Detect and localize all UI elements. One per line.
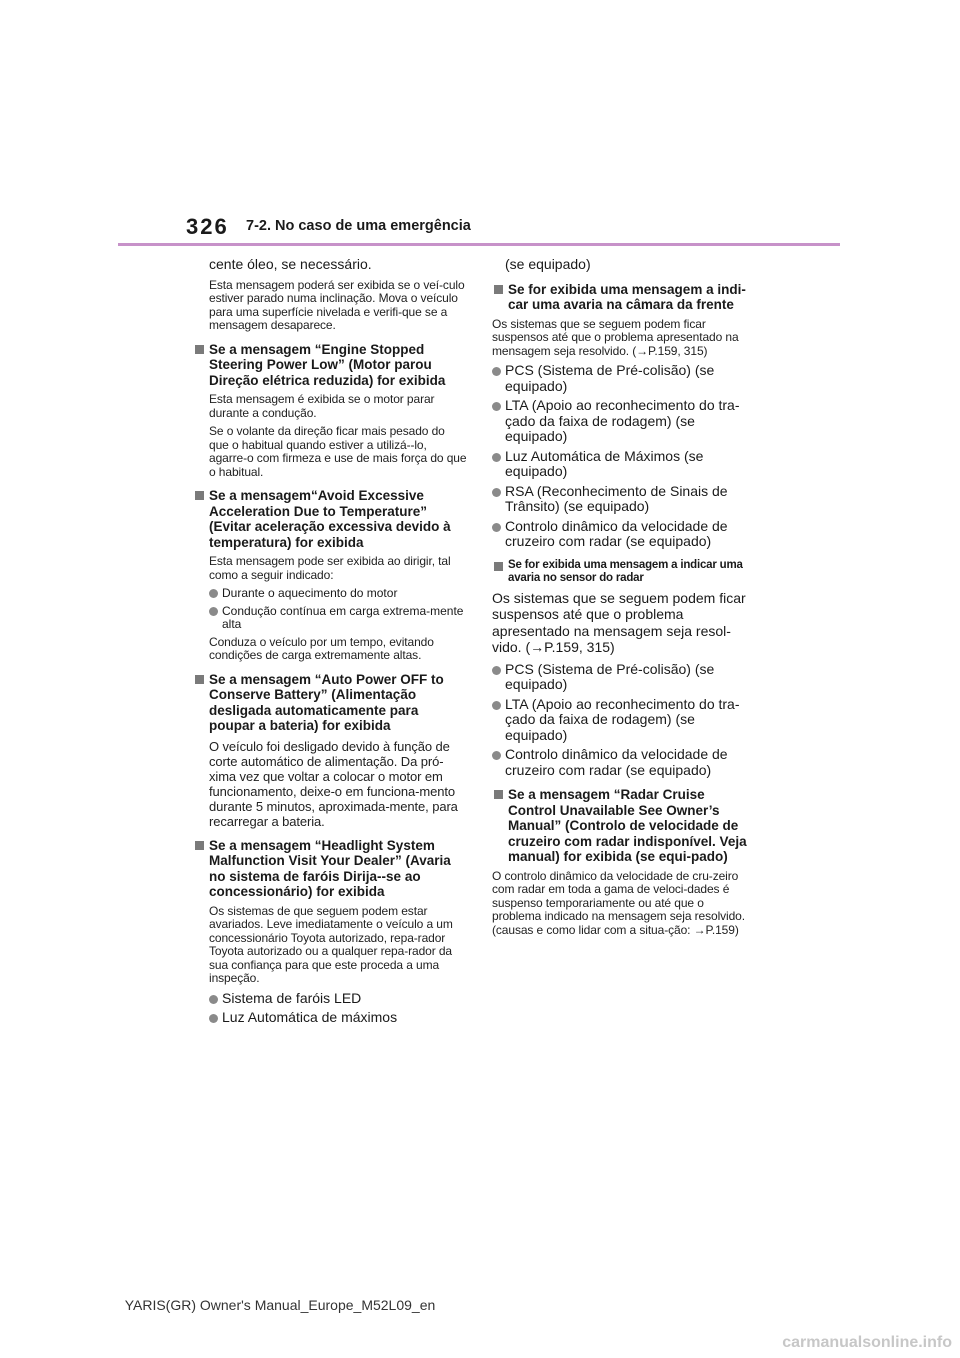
list-item: Luz Automática de Máximos (se equipado) (492, 449, 752, 480)
paragraph: (se equipado) (505, 256, 591, 272)
paragraph: Os sistemas que se seguem podem ficar suspensos até que o problema apresentado na mensagem seja resol-vido. (→P.159, 315) (492, 589, 746, 655)
section-heading: Se a mensagem “Radar Cruise Control Unavailable See Owner’s Manual” (Controlo de velocidade de cruzeiro com radar indisponível. Veja manual) for exibida (se equi-pado) (492, 787, 752, 865)
section-heading: Se a mensagem“Avoid Excessive Acceleration Due to Temperature” (Evitar aceleração excessiva devido à temperatura) for exibida (193, 488, 467, 550)
round-bullet-icon (492, 701, 501, 710)
section-heading: Se a mensagem “Engine Stopped Steering Power Low” (Motor parou Direção elétrica reduzida) for exibida (193, 342, 467, 389)
round-bullet-icon (492, 453, 501, 462)
section-heading: Se for exibida uma mensagem a indi-car uma avaria na câmara da frente (492, 282, 752, 313)
paragraph: cente óleo, se necessário. (209, 256, 372, 272)
list-item: RSA (Reconhecimento de Sinais de Trânsito) (se equipado) (492, 484, 752, 515)
round-bullet-icon (209, 589, 218, 598)
round-bullet-icon (492, 666, 501, 675)
round-bullet-icon (492, 523, 501, 532)
list-item: Sistema de faróis LED (209, 991, 467, 1007)
section-heading: Se a mensagem “Auto Power OFF to Conserve Battery” (Alimentação desligada automaticamente para poupar a bateria) for exibida (193, 672, 467, 734)
square-bullet-icon (494, 790, 503, 799)
list-item: PCS (Sistema de Pré-colisão) (se equipado) (492, 662, 752, 693)
round-bullet-icon (209, 1014, 218, 1023)
round-bullet-icon (492, 488, 501, 497)
left-column (209, 256, 467, 1030)
square-bullet-icon (195, 345, 204, 354)
header-divider (118, 243, 840, 246)
list-item: PCS (Sistema de Pré-colisão) (se equipado) (492, 363, 752, 394)
paragraph: Os sistemas que se seguem podem ficar suspensos até que o problema apresentado na mensagem seja resolvido. (→P.159, 315) (492, 316, 739, 358)
page-number: 326 (186, 214, 229, 239)
round-bullet-icon (492, 402, 501, 411)
round-bullet-icon (209, 607, 218, 616)
round-bullet-icon (492, 367, 501, 376)
round-bullet-icon (209, 995, 218, 1004)
paragraph: Esta mensagem é exibida se o motor parar durante a condução. (209, 392, 435, 420)
list-item: Durante o aquecimento do motor (209, 587, 467, 601)
list-item: LTA (Apoio ao reconhecimento do tra-çado da faixa de rodagem) (se equipado) (492, 398, 752, 445)
paragraph: Esta mensagem poderá ser exibida se o veí-culo estiver parado numa inclinação. Mova o veículo para uma superfície nivelada e verifi-que se a mensagem desaparece. (209, 277, 465, 332)
footer-text: YARIS(GR) Owner's Manual_Europe_M52L09_en (124, 1297, 436, 1313)
paragraph: Se o volante da direção ficar mais pesado do que o habitual quando estiver a utilizá--lo, agarre-o com firmeza e use de mais força do que o habitual. (209, 424, 467, 479)
section-heading: Se for exibida uma mensagem a indicar uma avaria no sensor do radar (492, 559, 752, 585)
footer (0, 1297, 960, 1313)
paragraph: Esta mensagem pode ser exibida ao dirigir, tal como a seguir indicado: (209, 554, 451, 582)
right-column (492, 256, 752, 942)
list-item: Controlo dinâmico da velocidade de cruzeiro com radar (se equipado) (492, 747, 752, 778)
section-title: 7-2. No caso de uma emergência (246, 218, 471, 234)
square-bullet-icon (195, 675, 204, 684)
list-item: Luz Automática de máximos (209, 1010, 467, 1026)
list-item: Condução contínua em carga extrema-mente alta (209, 605, 467, 632)
paragraph: O veículo foi desligado devido à função de corte automático de alimentação. Da pró-xima vez que voltar a colocar o motor em funcionamento, deixe-o em funciona-mento durante 5 minutos, aproximada-mente, para recarregar a bateria. (209, 738, 458, 829)
paragraph: Conduza o veículo por um tempo, evitando condições de carga extremamente altas. (209, 634, 434, 662)
square-bullet-icon (494, 562, 503, 571)
square-bullet-icon (195, 491, 204, 500)
square-bullet-icon (494, 285, 503, 294)
section-heading: Se a mensagem “Headlight System Malfunction Visit Your Dealer” (Avaria no sistema de faróis Dirija--se ao concessionário) for exibida (193, 838, 467, 900)
round-bullet-icon (492, 751, 501, 760)
square-bullet-icon (195, 841, 204, 850)
list-item: Controlo dinâmico da velocidade de cruzeiro com radar (se equipado) (492, 519, 752, 550)
paragraph: O controlo dinâmico da velocidade de cru-zeiro com radar em toda a gama de veloci-dades é suspenso temporariamente ou até que o problema indicado na mensagem seja resolvido. (causas e como lidar com a situa-ção: →P.159) (492, 868, 745, 937)
watermark: carmanualsonline.info (782, 1334, 952, 1351)
paragraph: Os sistemas de que seguem podem estar avariados. Leve imediatamente o veículo a um concessionário Toyota autorizado, repa-rador Toyota autorizado ou a qualquer repa-rador da sua confiança para que este proceda a uma inspeção. (209, 903, 453, 985)
list-item: LTA (Apoio ao reconhecimento do tra-çado da faixa de rodagem) (se equipado) (492, 697, 752, 744)
